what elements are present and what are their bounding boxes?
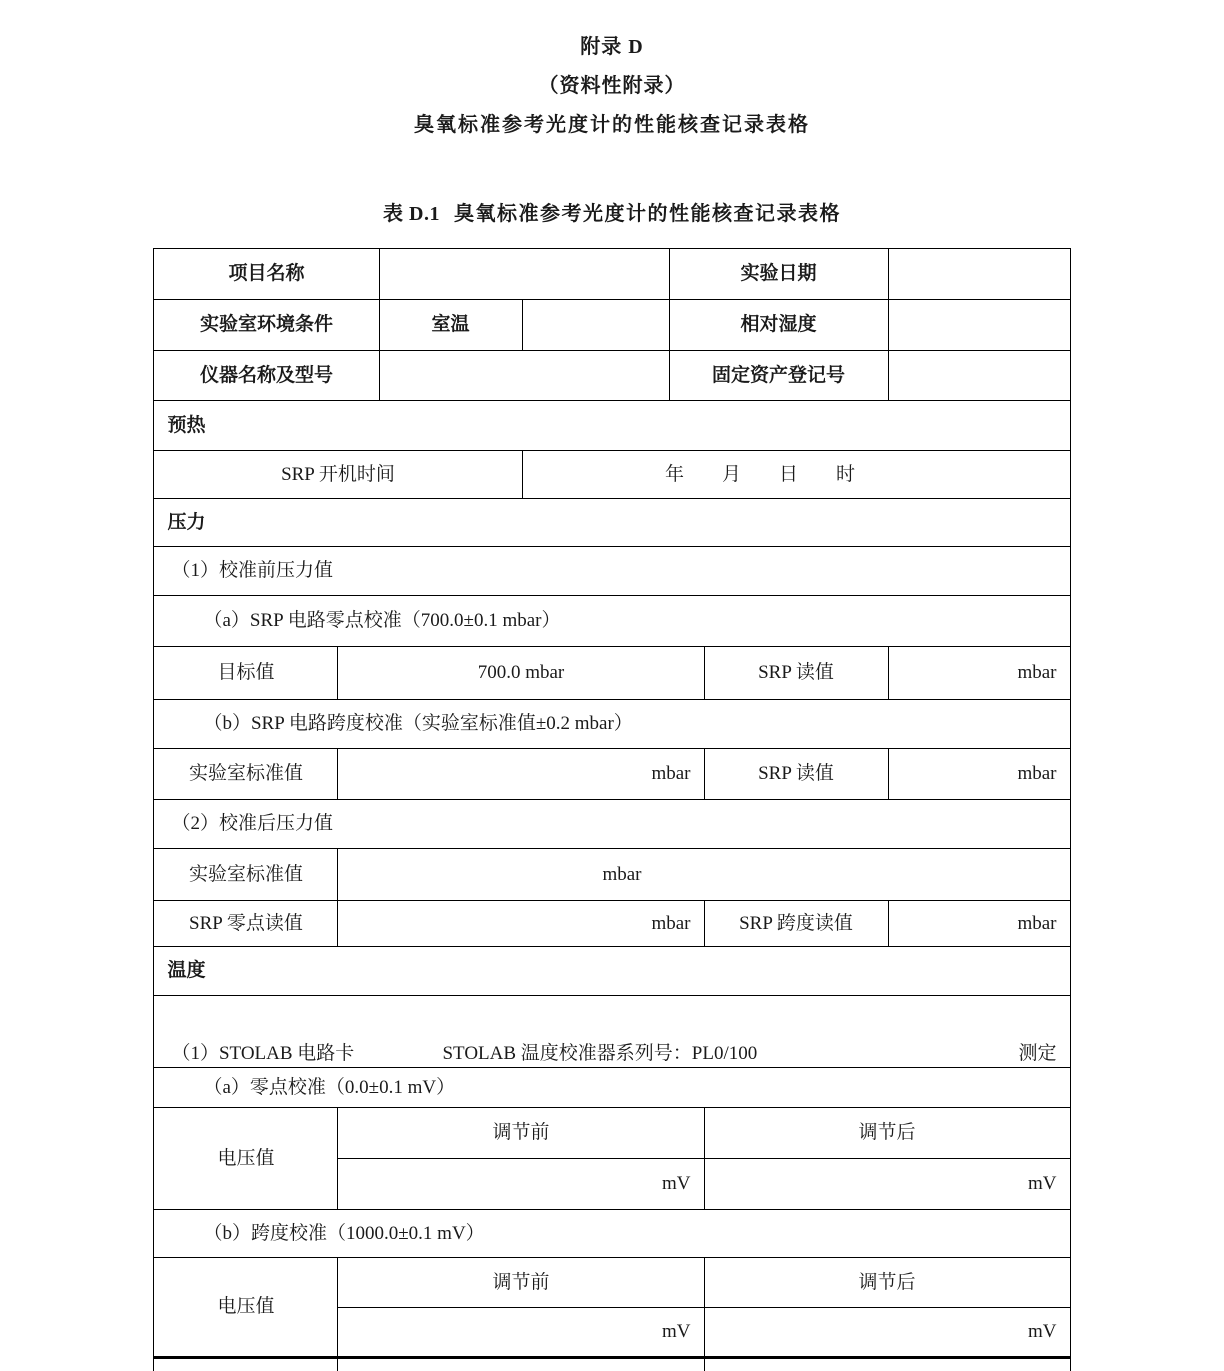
srp-span-label-cell: SRP 跨度读值 [704,901,888,947]
row-mv-zero-cal-heading [154,1068,1070,1108]
row-pre-cal-heading [154,547,1070,596]
lab-env-label-cell: 实验室环境条件 [154,300,379,351]
target-value-cell: 700.0 mbar [338,647,704,700]
row-target [154,647,1070,700]
preheat-section-cell: 预热 [154,401,1070,451]
srp-power-on-datetime-cell: 年 月 日 时 [522,451,1070,499]
asset-id-value-cell [888,351,1070,401]
room-temp-value-cell [522,300,669,351]
table-caption-number: 表 D.1 [383,203,440,225]
mv-span-cal-heading-cell: （b）跨度校准（1000.0±0.1 mV） [154,1210,1070,1258]
row-project [154,249,1070,300]
before-adjust-label-cell: 调节前 [338,1258,704,1308]
document-headings [0,0,1224,138]
voltage-label-cell: 电压值 [154,1258,338,1358]
row-voltage-span-header [154,1258,1070,1308]
voltage-label-cell: 电压值 [154,1108,338,1210]
row-instrument [154,351,1070,401]
stolab-cell [154,996,1070,1068]
row-post-cal-heading [154,800,1070,849]
mv-zero-cal-heading-cell: （a）零点校准（0.0±0.1 mV） [154,1068,1070,1108]
row-stolab [154,996,1070,1068]
row-lab-env [154,300,1070,351]
instrument-value-cell [379,351,669,401]
lab-standard-label-cell: 实验室标准值 [154,749,338,800]
pressure-section-cell: 压力 [154,499,1070,547]
target-label-cell: 目标值 [154,647,338,700]
row-voltage-zero-header [154,1108,1070,1159]
before-adjust-unit-cell: mV [338,1159,704,1210]
post-cal-heading-cell: （2）校准后压力值 [154,800,1070,849]
srp-reading-unit-cell: mbar [888,647,1070,700]
row-pressure-section [154,499,1070,547]
zero-cal-heading-cell: （a）SRP 电路零点校准（700.0±0.1 mbar） [154,596,1070,647]
srp-zero-unit-cell: mbar [338,901,704,947]
appendix-note: （资料性附录） [0,73,1224,99]
row-srp-power-on [154,451,1070,499]
instrument-label-cell: 仪器名称及型号 [154,351,379,401]
appendix-title: 臭氧标准参考光度计的性能核查记录表格 [0,112,1224,138]
srp-reading-label-cell: SRP 读值 [704,647,888,700]
row-temperature-section [154,947,1070,996]
after-adjust-label-cell: 调节后 [704,1108,1070,1159]
exp-date-label-cell: 实验日期 [669,249,888,300]
pre-cal-heading-cell: （1）校准前压力值 [154,547,1070,596]
partial-cell [154,1358,338,1371]
row-lab-standard [154,749,1070,800]
asset-id-label-cell: 固定资产登记号 [669,351,888,401]
table-caption [0,197,1224,226]
temperature-section-cell: 温度 [154,947,1070,996]
row-mv-span-cal-heading [154,1210,1070,1258]
project-label-cell: 项目名称 [154,249,379,300]
humidity-label-cell: 相对湿度 [669,300,888,351]
room-temp-label-cell: 室温 [379,300,522,351]
lab-standard-unit-cell: mbar [338,749,704,800]
row-span-cal-heading [154,700,1070,749]
srp-span-unit-cell: mbar [888,901,1070,947]
row-zero-cal-heading [154,596,1070,647]
srp-zero-label-cell: SRP 零点读值 [154,901,338,947]
srp-power-on-label-cell: SRP 开机时间 [154,451,522,499]
srp-reading-label-cell: SRP 读值 [704,749,888,800]
stolab-serial-text: STOLAB 温度校准器系列号：PL0/100 [442,1042,757,1066]
row-preheat-section [154,401,1070,451]
stolab-card-text: （1）STOLAB 电路卡 [171,1042,354,1066]
partial-cell [338,1358,704,1371]
after-adjust-unit-cell: mV [704,1308,1070,1358]
after-adjust-label-cell: 调节后 [704,1258,1070,1308]
srp-reading-unit-cell: mbar [888,749,1070,800]
row-srp-readings [154,901,1070,947]
exp-date-value-cell [888,249,1070,300]
before-adjust-unit-cell: mV [338,1308,704,1358]
project-value-cell [379,249,669,300]
record-table-container [0,248,1224,1371]
appendix-label: 附录 D [0,34,1224,60]
stolab-measure-text: 测定 [1019,1042,1057,1066]
span-cal-heading-cell: （b）SRP 电路跨度校准（实验室标准值±0.2 mbar） [154,700,1070,749]
record-table [153,248,1070,1371]
before-adjust-label-cell: 调节前 [338,1108,704,1159]
row-post-lab-standard [154,849,1070,901]
humidity-value-cell [888,300,1070,351]
partial-cell [704,1358,1070,1371]
row-partial-clipped [154,1358,1070,1371]
after-adjust-unit-cell: mV [704,1159,1070,1210]
lab-standard-label-cell: 实验室标准值 [154,849,338,901]
post-lab-standard-unit-cell: mbar [338,849,1070,901]
table-caption-title: 臭氧标准参考光度计的性能核查记录表格 [454,203,841,225]
